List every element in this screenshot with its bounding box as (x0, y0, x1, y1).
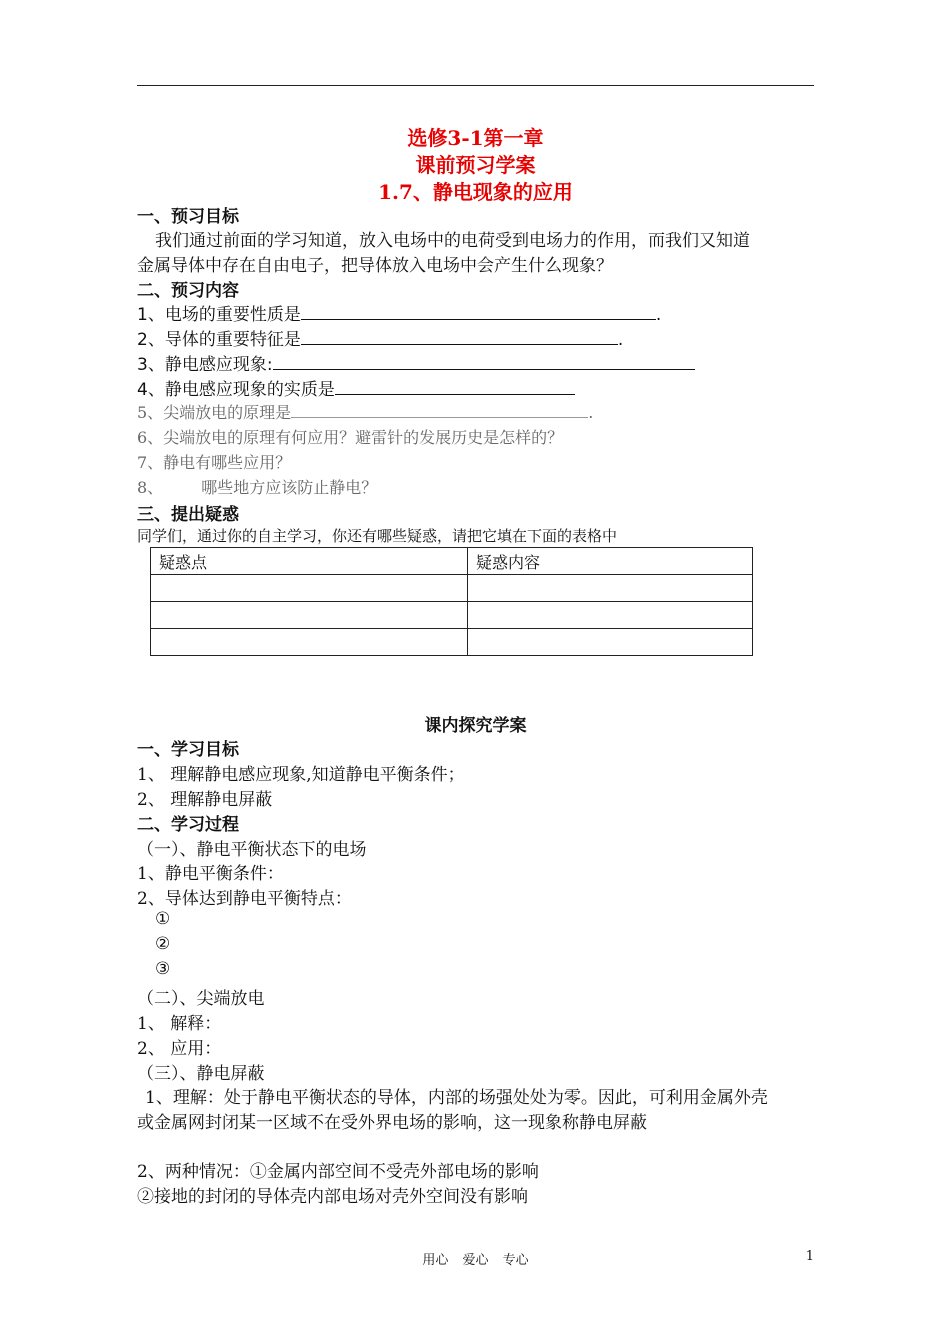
part-2-heading: （二）、尖端放电 (137, 989, 265, 1009)
question-3-blank[interactable] (273, 352, 695, 370)
question-1-text: 1、电场的重要性质是 (137, 305, 301, 325)
question-5-end: . (588, 403, 594, 422)
question-1-blank[interactable] (301, 302, 656, 320)
header-rule (137, 85, 814, 86)
learning-goal-2: 2、 理解静电屏蔽 (137, 790, 273, 810)
doubts-instruction: 同学们，通过你的自主学习，你还有哪些疑惑，请把它填在下面的表格中 (137, 527, 618, 545)
part-3-item-1-line2: 或金属网封闭某一区域不在受外界电场的影响，这一现象称静电屏蔽 (137, 1113, 647, 1133)
question-7: 7、静电有哪些应用？ (137, 453, 292, 472)
question-1 (137, 300, 661, 325)
question-2-blank[interactable] (301, 327, 618, 345)
part-1-item-1: 1、静电平衡条件： (137, 864, 284, 884)
table-row (151, 629, 753, 656)
part-2-item-1: 1、 解释： (137, 1014, 222, 1034)
table-cell[interactable] (151, 602, 468, 629)
question-2-text: 2、导体的重要特征是 (137, 330, 301, 350)
preview-goal-line1: 我们通过前面的学习知道，放入电场中的电荷受到电场力的作用，而我们又知道 (155, 231, 750, 251)
footer-motto: 用心 爱心 专心 (422, 1253, 529, 1268)
preview-goal-line2: 金属导体中存在自由电子，把导体放入电场中会产生什么现象？ (137, 256, 613, 276)
question-4-blank[interactable] (335, 377, 575, 395)
question-3-text: 3、静电感应现象: (137, 355, 273, 375)
table-row (151, 602, 753, 629)
question-4 (137, 375, 575, 400)
learning-goal-heading: 一、学习目标 (137, 740, 239, 760)
title-preview-plan: 课前预习学案 (415, 153, 536, 177)
question-1-end: . (655, 305, 662, 325)
learning-process-heading: 二、学习过程 (137, 815, 239, 835)
question-3 (137, 350, 695, 375)
question-8-number: 8、 (137, 478, 164, 497)
feature-3: ③ (155, 959, 171, 979)
table-header-row (151, 548, 753, 575)
question-4-text: 4、静电感应现象的实质是 (137, 380, 335, 400)
part-2-item-2: 2、 应用： (137, 1039, 222, 1059)
learning-goal-1: 1、 理解静电感应现象,知道静电平衡条件； (137, 765, 465, 785)
question-2 (137, 325, 623, 350)
part-1-item-2: 2、导体达到静电平衡特点： (137, 889, 352, 909)
title-lesson: 1.7、静电现象的应用 (378, 180, 573, 204)
part-3-item-1-line1: 1、理解：处于静电平衡状态的导体，内部的场强处处为零。因此，可利用金属外壳 (145, 1088, 768, 1108)
question-5 (137, 400, 593, 423)
feature-2: ② (155, 934, 171, 954)
table-cell[interactable] (151, 575, 468, 602)
question-6: 6、尖端放电的原理有何应用？避雷针的发展历史是怎样的？ (137, 428, 564, 447)
table-header-content: 疑惑内容 (468, 548, 753, 575)
table-cell[interactable] (151, 629, 468, 656)
part-3-item-2-line1: 2、两种情况：①金属内部空间不受壳外部电场的影响 (137, 1162, 539, 1182)
table-row (151, 575, 753, 602)
question-8 (137, 475, 377, 498)
question-8-text: 哪些地方应该防止静电？ (201, 478, 378, 497)
table-cell[interactable] (468, 629, 753, 656)
doubts-table (150, 547, 753, 656)
inclass-title: 课内探究学案 (424, 716, 527, 736)
table-header-point: 疑惑点 (151, 548, 468, 575)
table-cell[interactable] (468, 575, 753, 602)
part-1-heading: （一）、静电平衡状态下的电场 (137, 840, 367, 860)
preview-content-heading: 二、预习内容 (137, 281, 239, 301)
page-number: 1 (805, 1249, 814, 1264)
title-chapter: 选修3-1第一章 (407, 126, 544, 150)
question-5-blank[interactable] (291, 403, 588, 418)
question-5-text: 5、尖端放电的原理是 (137, 403, 292, 422)
table-cell[interactable] (468, 602, 753, 629)
feature-1: ① (155, 909, 171, 929)
question-2-end: . (617, 330, 624, 350)
preview-goal-heading: 一、预习目标 (137, 207, 239, 227)
doubts-heading: 三、提出疑惑 (137, 505, 239, 525)
part-3-item-2-line2: ②接地的封闭的导体壳内部电场对壳外空间没有影响 (137, 1187, 528, 1207)
part-3-heading: （三）、静电屏蔽 (137, 1064, 265, 1084)
